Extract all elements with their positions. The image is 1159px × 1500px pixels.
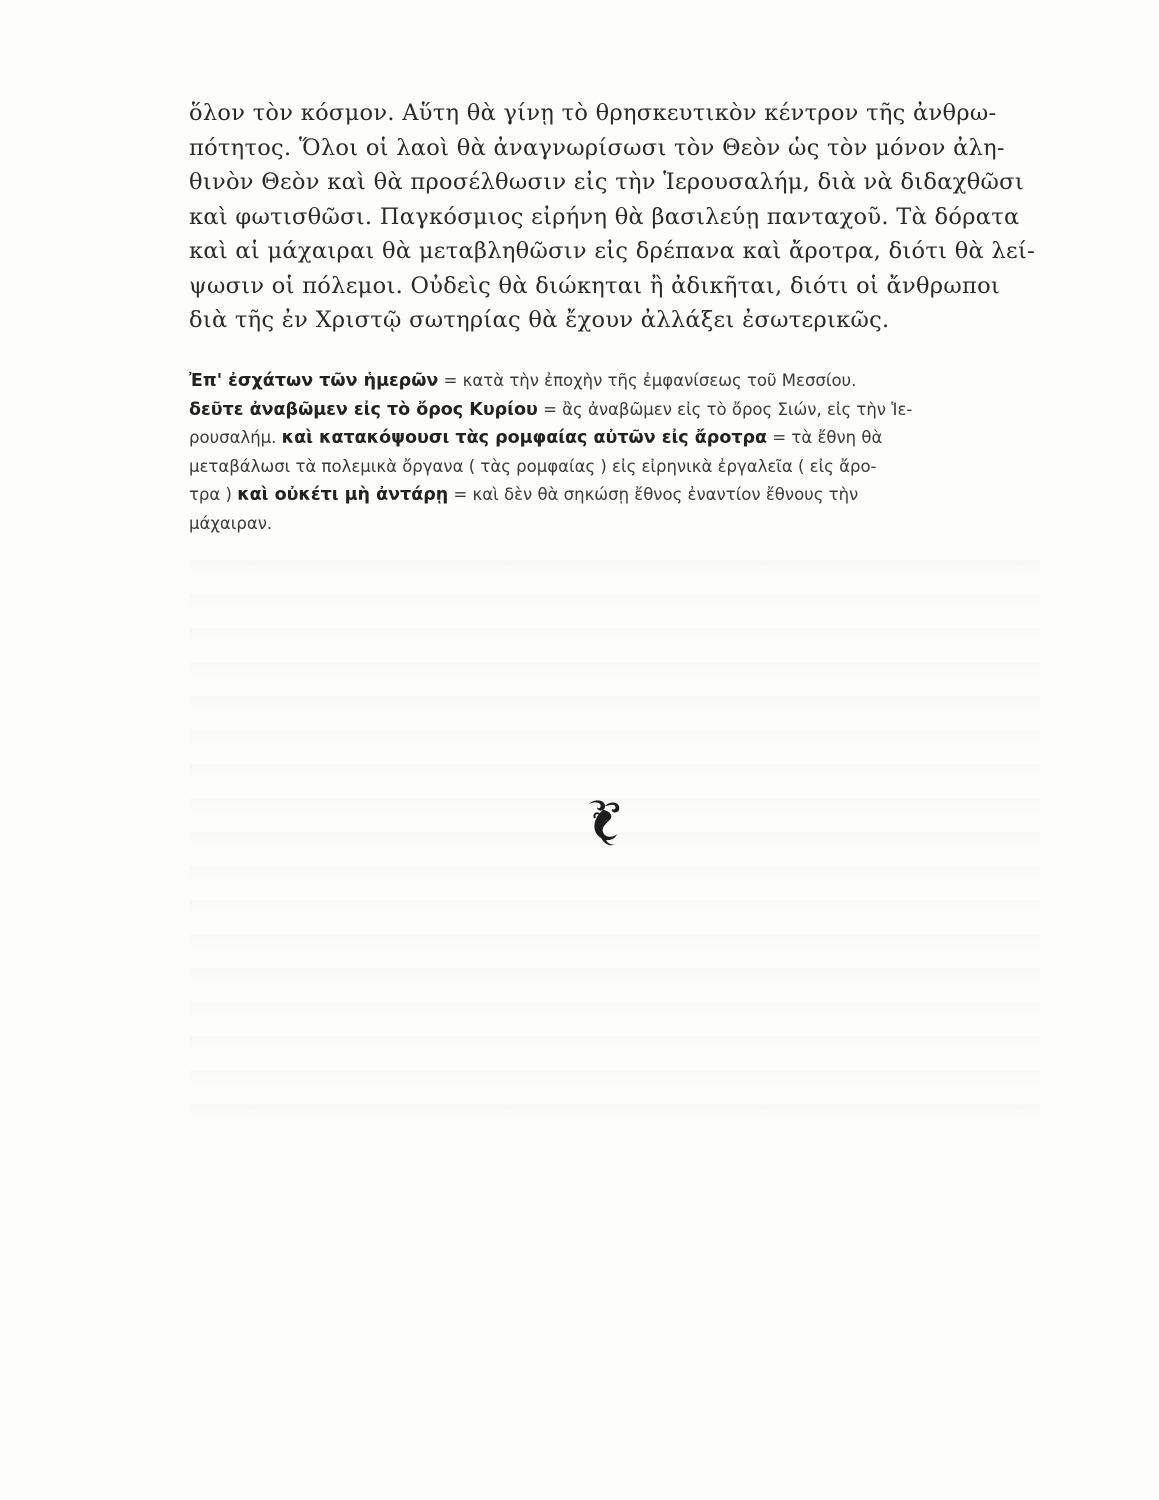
main-line-3: θινὸν Θεὸν καὶ θὰ προσέλθωσιν εἰς τὴν Ἱερουσαλήμ, διὰ νὰ διδαχθῶσι: [189, 169, 1024, 195]
main-paragraph: [189, 96, 1036, 338]
note-gloss: = κατὰ τὴν ἐποχὴν τῆς ἐμφανίσεως τοῦ Μεσσίου.: [438, 371, 857, 390]
note-gloss: = τὰ ἔθνη θὰ: [767, 428, 883, 448]
note-line-2: [189, 396, 989, 425]
note-gloss: = καὶ δὲν θὰ σηκώσῃ ἔθνος ἐναντίον ἔθνους τὴν: [448, 485, 859, 505]
note-line-3: [189, 424, 989, 453]
main-line-1: ὅλον τὸν κόσμον. Αὕτη θὰ γίνῃ τὸ θρησκευτικὸν κέντρον τῆς ἀνθρω-: [189, 100, 997, 126]
fleuron-ornament-icon: [575, 792, 635, 852]
note-gloss: ρουσαλήμ.: [189, 428, 282, 448]
note-gloss: τρα ): [189, 485, 238, 505]
note-lemma: δεῦτε ἀναβῶμεν εἰς τὸ ὄρος Κυρίου: [189, 399, 538, 420]
note-lemma: καὶ οὐκέτι μὴ ἀντάρῃ: [237, 485, 449, 506]
main-line-7: διὰ τῆς ἐν Χριστῷ σωτηρίας θὰ ἔχουν ἀλλάξει ἐσωτερικῶς.: [189, 307, 890, 333]
main-line-4: καὶ φωτισθῶσι. Παγκόσμιος εἰρήνη θὰ βασιλεύῃ πανταχοῦ. Τὰ δόρατα: [189, 203, 1020, 230]
note-line-4: [189, 453, 989, 482]
note-lemma: Ἐπ' ἐσχάτων τῶν ἡμερῶν: [189, 371, 439, 391]
main-line-5: καὶ αἱ μάχαιραι θὰ μεταβληθῶσιν εἰς δρέπανα καὶ ἄροτρα, διότι θὰ λεί-: [189, 238, 1036, 264]
main-line-6: ψωσιν οἱ πόλεμοι. Οὐδεὶς θὰ διώκηται ἢ ἀδικῆται, διότι οἱ ἄνθρωποι: [189, 272, 1001, 299]
note-gloss: μάχαιραν.: [189, 513, 273, 533]
note-line-5: [189, 481, 989, 510]
commentary-notes: [189, 367, 989, 539]
note-gloss: = ἂς ἀναβῶμεν εἰς τὸ ὄρος Σιών, εἰς τὴν Ἱε-: [537, 399, 913, 419]
main-line-2: πότητος. Ὅλοι οἱ λαοὶ θὰ ἀναγνωρίσωσι τὸν Θεὸν ὡς τὸν μόνον ἀλη-: [189, 134, 1005, 161]
note-lemma: καὶ κατακόψουσι τὰς ρομφαίας αὐτῶν εἰς ἄροτρα: [281, 428, 768, 449]
note-line-1: [189, 367, 989, 396]
note-line-6: [189, 510, 989, 539]
note-gloss: μεταβάλωσι τὰ πολεμικὰ ὄργανα ( τὰς ρομφαίας ) εἰς εἰρηνικὰ ἐργαλεῖα ( εἰς ἄρο-: [189, 456, 877, 476]
